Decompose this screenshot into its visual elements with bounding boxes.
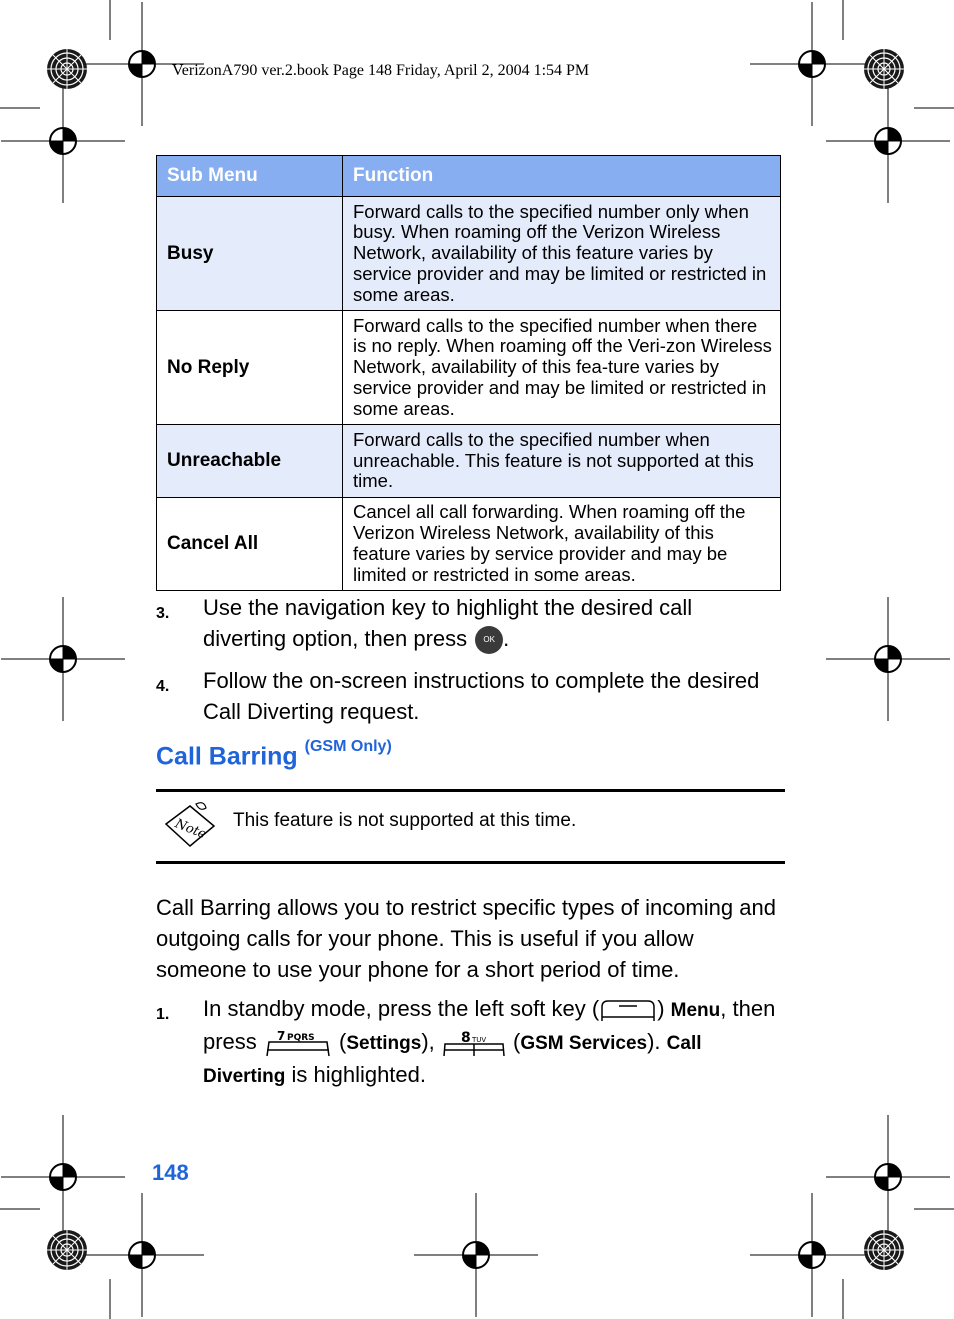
section-title-text: Call Barring bbox=[156, 742, 298, 771]
table-row bbox=[157, 425, 781, 498]
table-header-row bbox=[157, 156, 781, 197]
step-text: ( bbox=[332, 1029, 347, 1054]
key-7-icon bbox=[263, 1028, 333, 1058]
gsm-services-label: GSM Services bbox=[520, 1033, 648, 1054]
function-cell: Forward calls to the specified number when there is no reply. When roaming off the Veri-zon Wireless Network, availability of this fea-ture varies by service provider and may be limited or restricted in some areas. bbox=[343, 311, 781, 425]
svg-text:8: 8 bbox=[460, 1030, 471, 1047]
menu-label: Menu bbox=[670, 1000, 721, 1021]
table-row bbox=[157, 498, 781, 591]
column-header: Function bbox=[343, 156, 781, 197]
svg-text:TUV: TUV bbox=[471, 1036, 487, 1045]
intro-paragraph: Call Barring allows you to restrict specific types of incoming and outgoing calls for your phone. This is useful if you allow someone to use your phone for a short period of time. bbox=[156, 895, 776, 982]
note-icon bbox=[160, 800, 220, 852]
step-end: . bbox=[503, 626, 510, 651]
sub-menu-cell: Cancel All bbox=[157, 498, 343, 591]
call-diverting-table bbox=[156, 155, 781, 591]
function-cell: Forward calls to the specified number only when busy. When roaming off the Verizon Wireless Network, availability of this feature varies by service provider and may be limited or restricted in some areas. bbox=[343, 197, 781, 311]
column-header: Sub Menu bbox=[157, 156, 343, 197]
print-header: VerizonA790 ver.2.book Page 148 Friday, April 2, 2004 1:54 PM bbox=[172, 62, 590, 79]
function-cell: Cancel all call forwarding. When roaming off the Verizon Wireless Network, availability of this feature varies by service provider and may be limited or restricted in some areas. bbox=[343, 498, 781, 591]
step-number: 3. bbox=[156, 605, 170, 622]
svg-text:Note: Note bbox=[172, 816, 209, 843]
table-row bbox=[157, 311, 781, 425]
step-number: 4. bbox=[156, 678, 170, 695]
section-title bbox=[156, 738, 392, 771]
step-text: ( bbox=[506, 1029, 521, 1054]
step-text: In standby mode, press the left soft key ( bbox=[203, 996, 600, 1021]
ok-key-icon: OK bbox=[475, 626, 503, 654]
table-row bbox=[157, 197, 781, 311]
function-cell: Forward calls to the specified number when unreachable. This feature is not supported at this time. bbox=[343, 425, 781, 498]
section-qualifier: (GSM Only) bbox=[304, 738, 392, 755]
step-text: ). bbox=[647, 1029, 667, 1054]
left-soft-key-icon bbox=[599, 997, 657, 1023]
step-text: , then press bbox=[203, 996, 776, 1054]
call-diverting-label: Call Diverting bbox=[203, 1033, 702, 1087]
sub-menu-cell: Busy bbox=[157, 197, 343, 311]
step-number: 1. bbox=[156, 1006, 170, 1023]
page-number: 148 bbox=[152, 1160, 189, 1185]
note-top-rule bbox=[156, 789, 785, 792]
sub-menu-cell: Unreachable bbox=[157, 425, 343, 498]
step-4 bbox=[156, 665, 766, 727]
settings-label: Settings bbox=[346, 1033, 422, 1054]
step-text: is highlighted. bbox=[285, 1062, 427, 1087]
step-3 bbox=[156, 592, 766, 654]
note-text: This feature is not supported at this time. bbox=[233, 810, 577, 831]
step-1 bbox=[156, 993, 786, 1092]
step-text: ), bbox=[421, 1029, 435, 1054]
step-text: ) bbox=[657, 996, 671, 1021]
key-8-icon bbox=[441, 1028, 507, 1058]
svg-text:PQRS: PQRS bbox=[286, 1033, 315, 1044]
svg-text:7: 7 bbox=[276, 1029, 286, 1044]
step-text: Follow the on-screen instructions to complete the desired Call Diverting request. bbox=[203, 668, 760, 724]
step-text: Use the navigation key to highlight the desired call diverting option, then press bbox=[203, 595, 693, 651]
note-bottom-rule bbox=[156, 861, 785, 864]
sub-menu-cell: No Reply bbox=[157, 311, 343, 425]
